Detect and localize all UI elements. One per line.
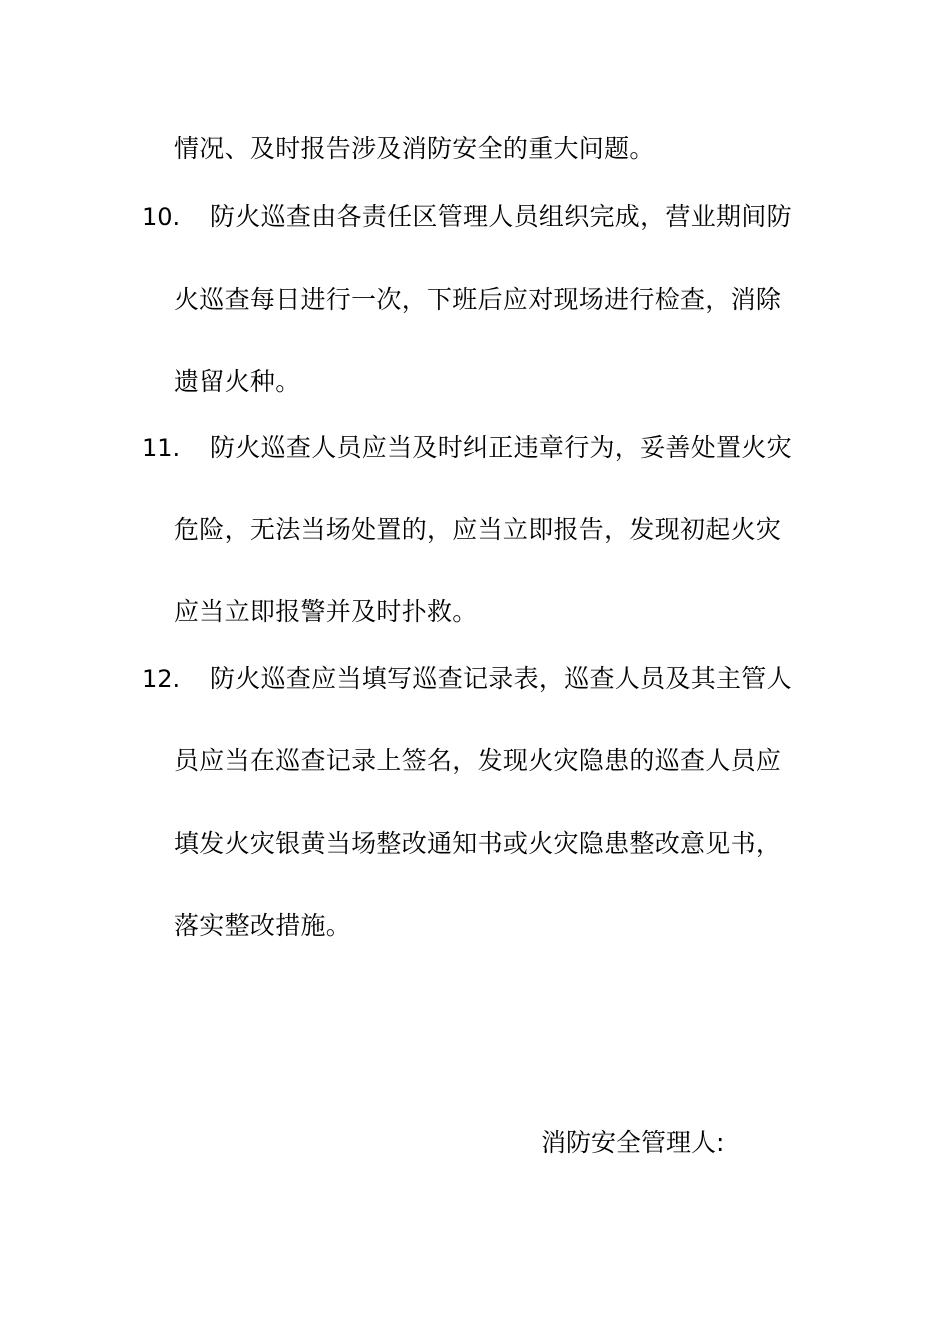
item-line: 危险，无法当场处置的，应当立即报告，发现初起火灾: [174, 515, 782, 544]
signature-label: 消防安全管理人:: [541, 1128, 725, 1157]
item-line: 填发火灾银黄当场整改通知书或火灾隐患整改意见书，: [174, 829, 782, 858]
item-number: 10.: [142, 203, 181, 231]
item-line: 应当立即报警并及时扑救。: [174, 597, 478, 626]
item-line: 火巡查每日进行一次，下班后应对现场进行检查，消除: [174, 285, 782, 314]
item-line: 防火巡查人员应当及时纠正违章行为，妥善处置火灾: [210, 433, 792, 462]
item-line: 防火巡查应当填写巡查记录表，巡查人员及其主管人: [210, 664, 792, 693]
item-line: 员应当在巡查记录上签名，发现火灾隐患的巡查人员应: [174, 746, 782, 775]
item-number: 11.: [142, 434, 181, 462]
item-line: 落实整改措施。: [174, 911, 352, 940]
item-line: 遗留火种。: [174, 367, 301, 396]
continuation-line-1: 情况、及时报告涉及消防安全的重大问题。: [174, 134, 655, 163]
item-line: 防火巡查由各责任区管理人员组织完成，营业期间防: [210, 202, 792, 231]
item-number: 12.: [142, 665, 181, 693]
